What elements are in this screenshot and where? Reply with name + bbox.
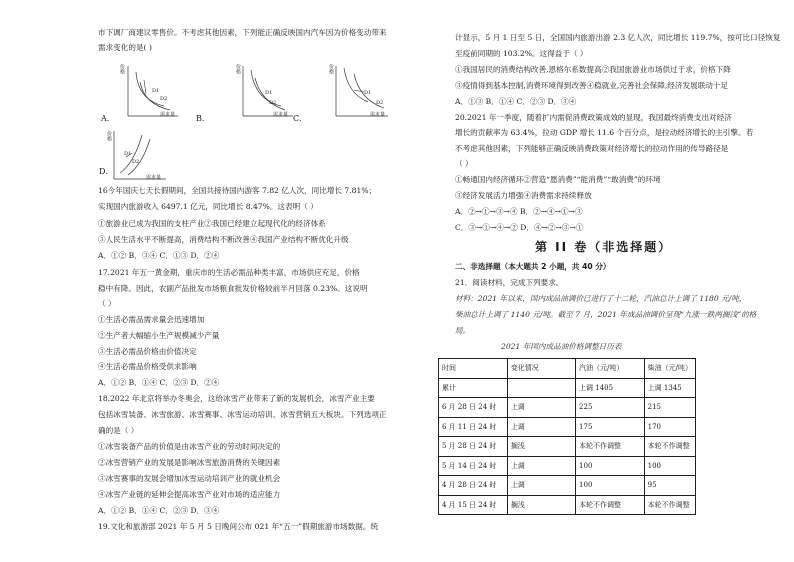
cell: 100 <box>576 476 645 496</box>
table-row <box>439 417 696 437</box>
graph-d-d1: D1 <box>124 151 132 157</box>
table-row <box>439 456 696 476</box>
cell: 上调 <box>507 417 575 437</box>
q20-line-1: 20.2021 年一季度，随着扩内需促消费政策成效的显现，我国最终消费支出对经济 <box>455 113 732 122</box>
material-line-2: 柴油总计上调了 1140 元/吨。截至 7 月，2021 年成品油调价呈现“九涨一跌两搁浅”的格 <box>455 310 757 319</box>
cell: 100 <box>576 456 645 476</box>
q15-line-2: 需求变化的是( ) <box>98 43 152 52</box>
table-row <box>439 437 696 457</box>
q18-options: A．①② B．①④ C．②③ D．③④ <box>98 506 220 515</box>
q20-options-ab: A．②→①→③→④ B．②→④→①→③ <box>455 207 583 216</box>
graph-c-d2: D2 <box>376 100 384 106</box>
q17-item-3: ③生活必需品价格由价值决定 <box>98 347 197 356</box>
cell: 100 <box>644 456 695 476</box>
q18-item-1: ①冰雪装备产品的价值是由冰雪产业的劳动时间决定的 <box>98 442 281 451</box>
cell: 上调 1405 <box>576 378 645 398</box>
q20-line-2: 增长的贡献率为 63.4%，拉动 GDP 增长 11.6 个百分点，是拉动经济增长的主引擎。若 <box>455 128 754 137</box>
graph-b-d1: D1 <box>265 90 273 96</box>
cell: 累计 <box>439 378 508 398</box>
cell: 6 月 28 日 24 时 <box>439 398 508 418</box>
cell: 本轮不作调整 <box>576 495 645 515</box>
q20-item-1: ①畅通国内经济循环②营造“愿消费”“能消费”“敢消费”的环境 <box>455 175 661 184</box>
cell: 170 <box>644 417 695 437</box>
cell: 175 <box>576 417 645 437</box>
table-row <box>439 495 696 515</box>
q18-line-3: 确的是（ ） <box>98 426 139 435</box>
q21-line: 21．阅读材料，完成下列要求。 <box>455 278 564 287</box>
q18-item-3: ③冰雪赛事的发展会增加冰雪运动培训产业的就业机会 <box>98 474 281 483</box>
graph-a-d2: D2 <box>160 96 168 102</box>
graph-a-x-label: 需求量 <box>160 112 176 118</box>
cell <box>507 378 575 398</box>
table-row <box>439 476 696 496</box>
cell: 225 <box>576 398 645 418</box>
cell: 上调 1345 <box>644 378 695 398</box>
cell: 搁浅 <box>507 495 575 515</box>
oil-price-table <box>438 358 696 515</box>
graph-d-d2: D2 <box>132 159 140 165</box>
graph-b-x-label: 需求量 <box>273 112 289 118</box>
header-time: 时间 <box>439 359 508 379</box>
q18-line-2: 包括冰雪装备、冰雪旅游、冰雪赛事、冰雪运动培训、冰雪营销五大板块。下列选项正 <box>98 410 387 419</box>
graph-d-x-label: 需求量 <box>146 175 162 181</box>
q18-item-4: ④冰雪产业链的延伸会提高冰雪产业对市场的适应能力 <box>98 490 281 499</box>
graph-option-a <box>100 60 180 120</box>
material-line-1: 材料：2021 年以来，国内成品油调价已进行了十二轮，汽油总计上调了 1180 元/吨， <box>455 294 747 303</box>
q19-item-2: ③疫情得到基本控制,消费环境得到改善④稳就业,完善社会保障,经济发展联动十足 <box>455 81 729 90</box>
q17-line-2: 稳中有降。因此，农副产品批发市场粮食批发价格较前半月回落 0.23%。这说明 <box>98 284 368 293</box>
header-change: 变化情况 <box>507 359 575 379</box>
material-line-3: 局。 <box>455 326 471 335</box>
q19-line-1: 19.文化和旅游部 2021 年 5 月 5 日晚间公布 021 年“五一”假期旅游市场数据。统 <box>98 522 379 531</box>
cell: 本轮不作调整 <box>576 437 645 457</box>
table-row <box>439 378 696 398</box>
q19-cont-line-1: 计显示，5 月 1 日至 5 日，全国国内旅游出游 2.3 亿人次，同比增长 119.7%，按可比口径恢复 <box>455 33 781 42</box>
graph-b-y-label: 价格 <box>235 64 241 74</box>
graph-option-c <box>318 60 398 120</box>
table-caption: 2021 年国内成品油价格调整日历表 <box>501 342 622 351</box>
graph-a-y-label: 价格 <box>119 64 125 74</box>
q19-item-1: ①我国居民的消费结构改善,恩格尔系数提高②我国旅游业市场供过于求，价格下降 <box>455 65 731 74</box>
cell: 本轮不作调整 <box>644 437 695 457</box>
table-row <box>439 398 696 418</box>
q17-line-3: （ ） <box>98 299 116 308</box>
cell: 上调 <box>507 398 575 418</box>
cell: 215 <box>644 398 695 418</box>
q17-item-4: ④生活必需品价格受供求影响 <box>98 362 197 371</box>
section-title: 第 II 卷（非选择题） <box>535 240 673 254</box>
cell: 上调 <box>507 456 575 476</box>
part-heading: 二、非选择题（本大题共 2 小题，共 40 分） <box>455 262 611 271</box>
cell: 5 月 14 日 24 时 <box>439 456 508 476</box>
q16-line-4: ③人民生活水平不断提高，消费结构不断改善④我国产业结构不断优化升级 <box>98 235 349 244</box>
graph-c-x-label: 需求量 <box>370 112 386 118</box>
q19-options: A．①③ B．①④ C．②③ D．③④ <box>455 97 577 106</box>
q17-line-1: 17.2021 年五一黄金期，重庆市的生活必需品种类丰富，市场供应充足，价格 <box>98 268 360 277</box>
cell: 搁浅 <box>507 437 575 457</box>
q20-line-4: （ ） <box>455 159 473 168</box>
q18-line-1: 18.2022 年北京将举办冬奥会，这给冰雪产业带来了新的发展机会，冰雪产业主要 <box>98 394 375 403</box>
q16-options: A．①② B．③④ C．①③ D．②④ <box>98 251 220 260</box>
cell: 上调 <box>507 476 575 496</box>
graph-d-y-label: 价格 <box>106 131 112 141</box>
q20-options-cd: C．③→①→④→② D．④→②→③→① <box>455 223 584 232</box>
cell: 95 <box>644 476 695 496</box>
cell: 5 月 28 日 24 时 <box>439 437 508 457</box>
cell: 4 月 28 日 24 时 <box>439 476 508 496</box>
cell: 4 月 15 日 24 时 <box>439 495 508 515</box>
q17-item-2: ②生产者大幅缩小生产规模减少产量 <box>98 331 220 340</box>
graph-a-d1: D1 <box>152 88 160 94</box>
cell: 本轮不作调整 <box>644 495 695 515</box>
graph-c-d1: D1 <box>364 90 372 96</box>
header-diesel: 柴油（元/吨） <box>644 359 695 379</box>
option-b-label: B． <box>196 114 210 123</box>
cell: 6 月 11 日 24 时 <box>439 417 508 437</box>
q17-options: A．①② B．①④ C．②③ D．②④ <box>98 378 220 387</box>
q18-item-2: ②冰雪营销产业的发展是影响冰雪旅游消费的关键因素 <box>98 458 281 467</box>
option-c-label: C． <box>293 114 308 123</box>
q16-line-2: 实现国内旅游收入 6497.1 亿元，同比增长 8.47%。这表明（ ） <box>98 202 318 211</box>
q16-line-1: 16今年国庆七天长假期间，全国共接待国内游客 7.82 亿人次，同比增长 7.81%； <box>98 186 377 195</box>
q19-cont-line-2: 至疫前同期的 103.2%。这得益于（ ） <box>455 49 588 58</box>
table-header-row <box>439 359 696 379</box>
q20-item-2: ③经济发展活力增强④消费需求持续释放 <box>455 191 592 200</box>
q17-item-1: ①生活必需品需求量会迅速增加 <box>98 315 205 324</box>
graph-option-b <box>225 60 305 120</box>
option-d-label: D． <box>99 167 114 176</box>
header-gasoline: 汽油（元/吨） <box>576 359 645 379</box>
q15-line-1: 市下调厂商建议零售价。不考虑其他因素，下列能正确反映国内汽车因为价格变动带来 <box>98 28 387 37</box>
graph-b-d2: D2 <box>269 100 277 106</box>
q20-line-3: 不考虑其他因素，下列能够正确反映消费政策对经济增长的拉动作用的传导路径是 <box>455 144 729 153</box>
graph-c-y-label: 价格 <box>328 64 334 74</box>
q16-line-3: ①旅游业已成为我国的支柱产业②我国已经建立起现代化的经济体系 <box>98 219 326 228</box>
option-a-label: A． <box>101 114 115 123</box>
